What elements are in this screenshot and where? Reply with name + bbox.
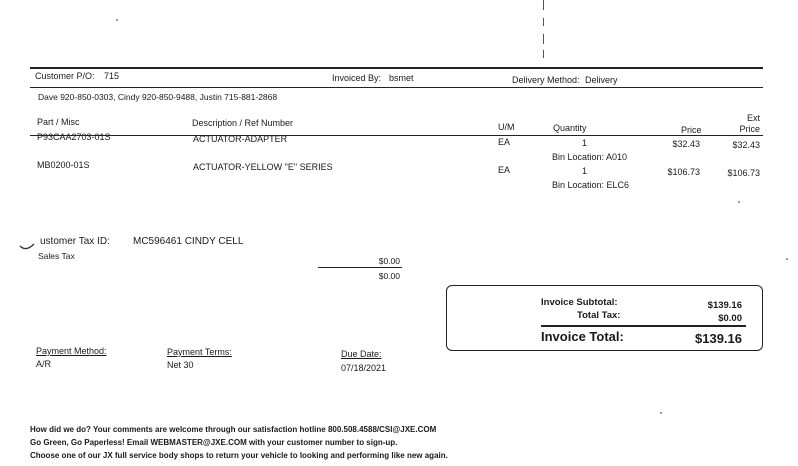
payment-terms-value: Net 30: [167, 360, 194, 370]
row1-part: P93CAA2703-01S: [37, 132, 111, 142]
customer-tax-id-label: ustomer Tax ID:: [40, 236, 110, 247]
row2-quantity: 1: [582, 166, 588, 176]
col-header-part: Part / Misc: [37, 117, 80, 127]
payment-method-value: A/R: [36, 359, 52, 369]
payment-method-label: Payment Method:: [36, 346, 107, 356]
table-header-rule: [30, 135, 763, 136]
row2-bin-location: Bin Location: ELC6: [552, 180, 630, 190]
customer-po-label: Customer P/O:: [35, 71, 95, 81]
col-header-quantity: Quantity: [553, 123, 587, 133]
total-tax-value: $0.00: [718, 313, 742, 324]
scan-speck: [738, 201, 740, 203]
header-bottom-rule: [30, 87, 763, 88]
row1-description: ACTUATOR-ADAPTER: [193, 134, 288, 144]
row1-um: EA: [498, 137, 511, 147]
col-header-ext-price-line2: Price: [739, 124, 760, 134]
scan-edge-mark: [543, 0, 544, 10]
customer-po-value: 715: [104, 71, 120, 81]
scan-edge-mark: [543, 50, 544, 58]
scan-speck: [660, 412, 662, 414]
row2-part: MB0200-01S: [37, 160, 90, 170]
row1-quantity: 1: [582, 138, 588, 148]
invoice-subtotal-label: Invoice Subtotal:: [541, 297, 618, 308]
invoice-subtotal-value: $139.16: [707, 300, 742, 311]
scan-edge-mark: [543, 34, 544, 44]
row2-price: $106.73: [667, 167, 700, 177]
row2-ext-price: $106.73: [727, 168, 760, 178]
delivery-method-label: Delivery Method:: [512, 75, 580, 85]
scan-edge-mark: [543, 18, 544, 26]
scan-speck: [786, 258, 788, 260]
scan-curve-mark: [18, 238, 36, 252]
row2-um: EA: [498, 165, 511, 175]
row1-bin-location: Bin Location: A010: [552, 152, 628, 162]
sales-tax-label: Sales Tax: [38, 251, 75, 261]
invoice-total-value: $139.16: [695, 331, 742, 346]
sales-tax-rule: [318, 267, 402, 268]
col-header-description: Description / Ref Number: [192, 118, 294, 128]
invoiced-by-label: Invoiced By:: [332, 73, 382, 83]
row1-price: $32.43: [672, 139, 700, 149]
sales-tax-value: $0.00: [378, 256, 400, 266]
total-tax-label: Total Tax:: [577, 310, 621, 321]
footer-line-3: Choose one of our JX full service body shops to return your vehicle to looking and performing like new again.: [30, 451, 448, 460]
header-top-rule: [30, 67, 763, 69]
customer-tax-id-value: MC596461 CINDY CELL: [133, 236, 244, 247]
due-date-label: Due Date:: [341, 349, 382, 359]
totals-divider: [541, 325, 746, 327]
invoiced-by-value: bsmet: [389, 73, 414, 83]
delivery-method-value: Delivery: [585, 75, 618, 85]
col-header-price: Price: [681, 125, 702, 135]
row2-description: ACTUATOR-YELLOW "E" SERIES: [193, 162, 333, 172]
contacts-line: Dave 920-850-0303, Cindy 920-850-9488, Justin 715-881-2868: [38, 92, 278, 102]
col-header-ext-price-line1: Ext: [746, 113, 760, 123]
due-date-value: 07/18/2021: [341, 363, 387, 373]
scan-speck: [116, 19, 118, 21]
payment-terms-label: Payment Terms:: [167, 347, 232, 357]
footer-line-1: How did we do? Your comments are welcome through our satisfaction hotline 800.508.4588/CSI@JXE.COM: [30, 425, 437, 434]
sales-tax-total: $0.00: [378, 271, 400, 281]
invoice-total-label: Invoice Total:: [541, 329, 624, 344]
col-header-um: U/M: [498, 122, 515, 132]
row1-ext-price: $32.43: [732, 140, 760, 150]
footer-line-2: Go Green, Go Paperless! Email WEBMASTER@JXE.COM with your customer number to sign-up.: [30, 438, 398, 447]
